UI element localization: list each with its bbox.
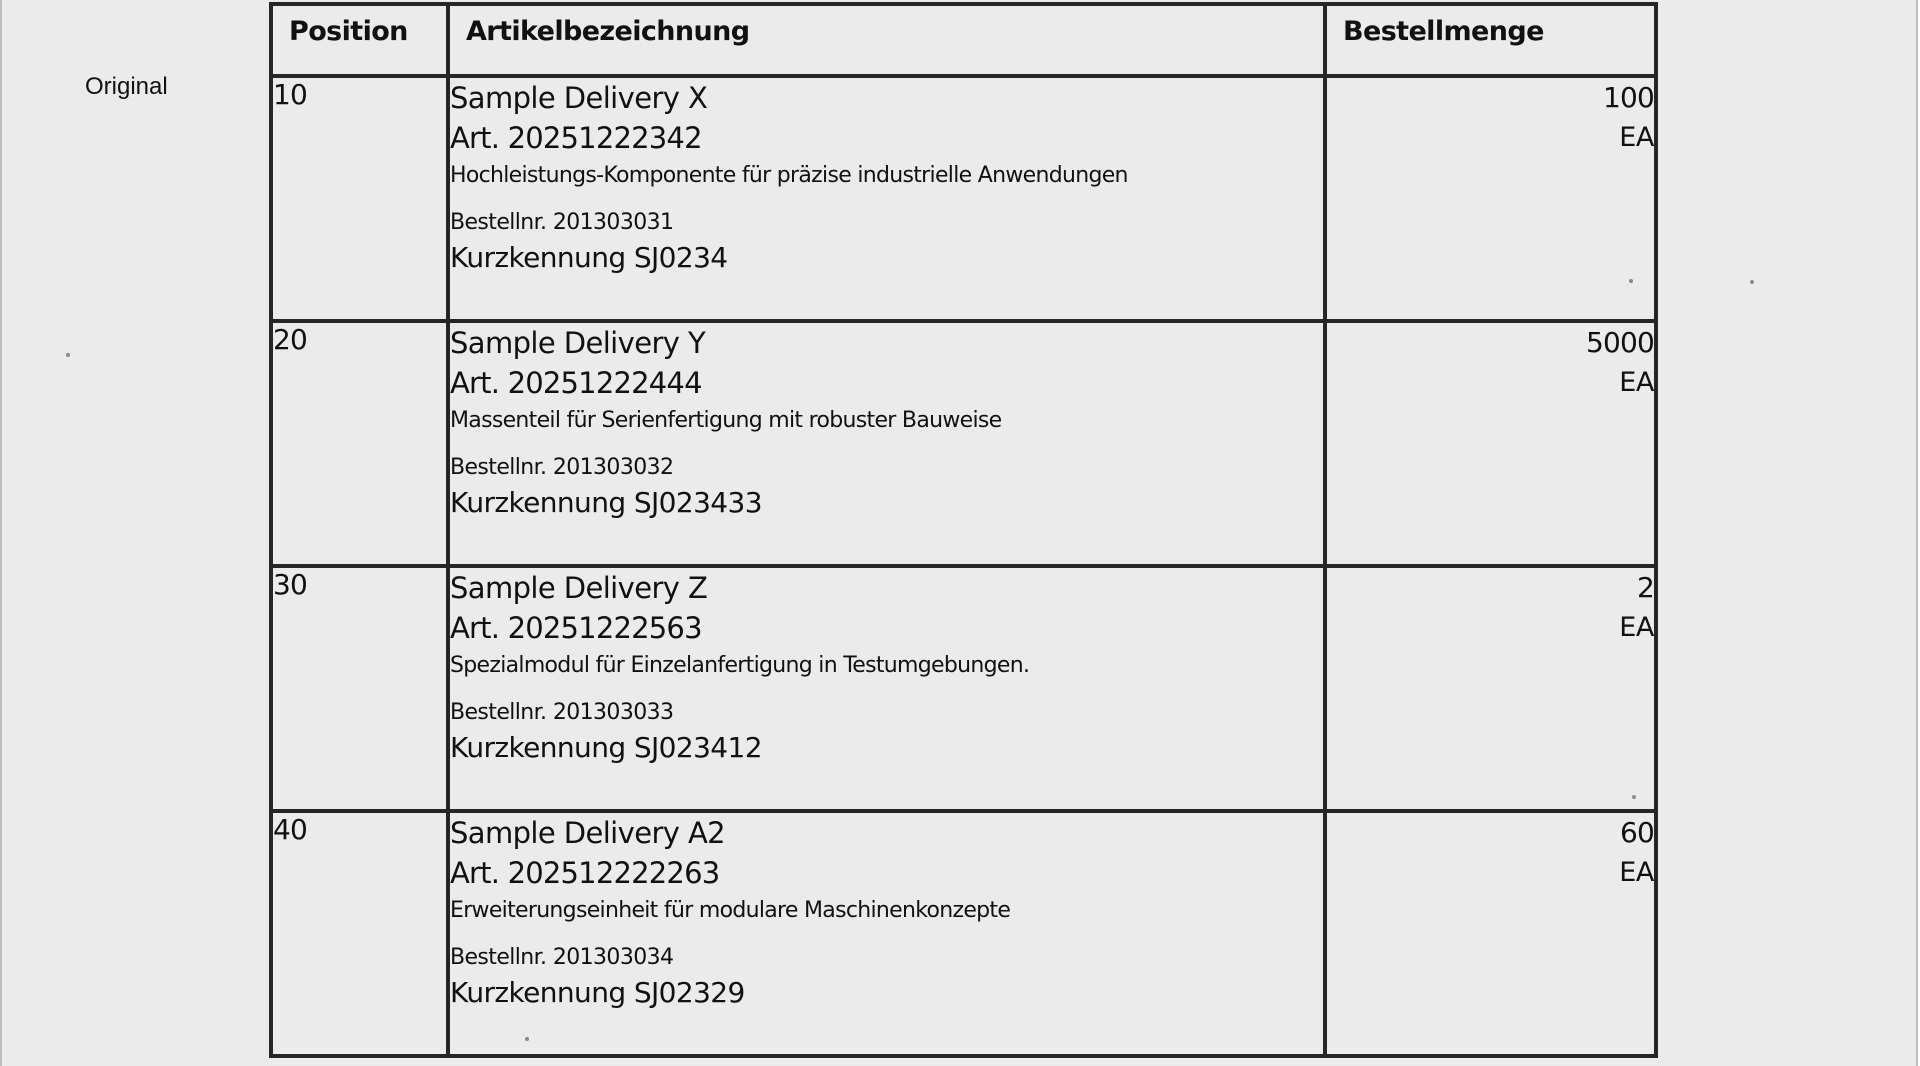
scan-speck	[525, 1037, 529, 1041]
header-position: Position	[271, 4, 448, 76]
scan-speck	[1629, 279, 1633, 283]
table-row	[271, 811, 1656, 1056]
article-name: Sample Delivery X	[450, 81, 708, 115]
header-quantity: Bestellmenge	[1325, 4, 1656, 76]
article-number: Art. 202512222263	[450, 856, 720, 890]
scan-speck	[1632, 795, 1636, 799]
article-cell	[448, 811, 1325, 1056]
quantity-cell	[1325, 321, 1656, 566]
quantity-value: 100	[1602, 81, 1654, 114]
order-number: Bestellnr. 201303034	[450, 945, 674, 970]
position-cell: 20	[271, 321, 448, 566]
article-description: Erweiterungseinheit für modulare Maschinenkonzepte	[450, 898, 1011, 923]
article-cell	[448, 321, 1325, 566]
table-row	[271, 76, 1656, 321]
quantity-unit: EA	[1619, 367, 1654, 398]
quantity-value: 5000	[1585, 326, 1654, 359]
article-number: Art. 20251222444	[450, 366, 702, 400]
quantity-value: 2	[1636, 571, 1654, 604]
order-number: Bestellnr. 201303031	[450, 210, 674, 235]
table-header-row	[271, 4, 1656, 76]
article-cell	[448, 76, 1325, 321]
position-cell: 40	[271, 811, 448, 1056]
short-code: Kurzkennung SJ02329	[450, 976, 745, 1009]
quantity-unit: EA	[1619, 857, 1654, 888]
original-label: Original	[85, 73, 168, 100]
article-number: Art. 20251222563	[450, 611, 702, 645]
order-number: Bestellnr. 201303032	[450, 455, 674, 480]
header-article: Artikelbezeichnung	[448, 4, 1325, 76]
short-code: Kurzkennung SJ023412	[450, 731, 762, 764]
short-code: Kurzkennung SJ023433	[450, 486, 762, 519]
order-items-table	[269, 2, 1658, 1058]
quantity-unit: EA	[1619, 612, 1654, 643]
quantity-value: 60	[1619, 816, 1654, 849]
table-row	[271, 321, 1656, 566]
quantity-cell	[1325, 76, 1656, 321]
short-code: Kurzkennung SJ0234	[450, 241, 728, 274]
order-number: Bestellnr. 201303033	[450, 700, 674, 725]
position-cell: 10	[271, 76, 448, 321]
quantity-unit: EA	[1619, 122, 1654, 153]
scan-speck	[66, 353, 70, 357]
quantity-cell	[1325, 566, 1656, 811]
article-name: Sample Delivery A2	[450, 816, 726, 850]
article-description: Massenteil für Serienfertigung mit robuster Bauweise	[450, 408, 1002, 433]
article-number: Art. 20251222342	[450, 121, 702, 155]
position-cell: 30	[271, 566, 448, 811]
article-name: Sample Delivery Z	[450, 571, 708, 605]
scan-speck	[1750, 280, 1754, 284]
quantity-cell	[1325, 811, 1656, 1056]
table-row	[271, 566, 1656, 811]
article-name: Sample Delivery Y	[450, 326, 706, 360]
article-description: Hochleistungs-Komponente für präzise industrielle Anwendungen	[450, 163, 1128, 188]
article-description: Spezialmodul für Einzelanfertigung in Testumgebungen.	[450, 653, 1030, 678]
article-cell	[448, 566, 1325, 811]
